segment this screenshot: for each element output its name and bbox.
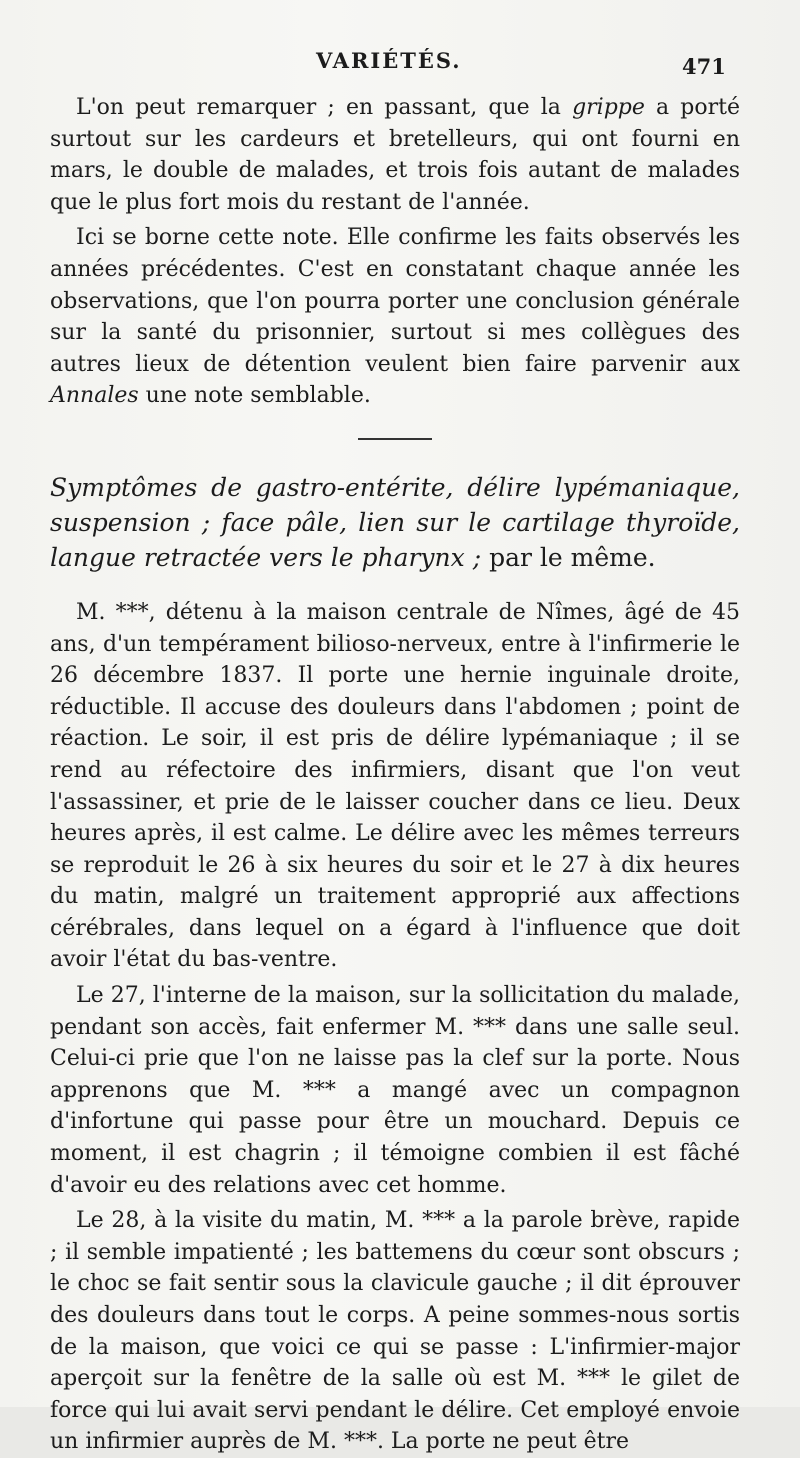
paragraph-text: L'on peut remarquer ; en passant, que la — [76, 95, 573, 120]
italic-term: grippe — [572, 95, 645, 120]
paragraph-conclusion — [50, 222, 740, 412]
running-title: VARIÉTÉS. — [316, 48, 462, 73]
page-number: 471 — [682, 54, 726, 79]
paragraph-text: Ici se borne cette note. Elle confirme les faits observés les années précédentes. C'est en constatant chaque année les observations, que l'on pourra porter une conclusion générale sur la santé du prisonnier, surtout si mes collègues des autres lieux de détention veulent bien faire parvenir aux — [50, 225, 740, 377]
paragraph-text: a porté surtout sur les cardeurs et bretelleurs, qui ont fourni en mars, le double de malades, et trois fois autant de malades que le plus fort mois du restant de l'année. — [50, 95, 740, 215]
page-header — [0, 44, 800, 84]
section-title — [50, 470, 740, 575]
section-divider — [358, 438, 432, 440]
paragraph-grippe — [50, 92, 740, 218]
paragraph-case-27: Le 27, l'interne de la maison, sur la sollicitation du malade, pendant son accès, fait enfermer M. *** dans une salle seul. Celui-ci prie que l'on ne laisse pas la clef sur la porte. Nous apprenons que M. *** a mangé avec un compagnon d'infortune qui passe pour être un mouchard. Depuis ce moment, il est chagrin ; il témoigne combien il est fâché d'avoir eu des relations avec cet homme. — [50, 983, 740, 1198]
paragraph-case-28: Le 28, à la visite du matin, M. *** a la parole brève, rapide ; il semble impatienté ; les battemens du cœur sont obscurs ; le choc se fait sentir sous la clavicule gauche ; il dit éprouver des douleurs dans tout le corps. A peine sommes-nous sortis de la maison, que voici ce qui se passe : L'infirmier-major aperçoit sur la fenêtre de la salle où est M. *** le gilet de force qui lui avait servi pendant le délire. Cet employé envoie un infirmier auprès de M. ***. La porte ne peut être — [50, 1208, 740, 1455]
section-title-author: par le même. — [481, 542, 656, 572]
paragraph-case-intro: M. ***, détenu à la maison centrale de Nîmes, âgé de 45 ans, d'un tempérament bilioso-nerveux, entre à l'infirmerie le 26 décembre 1837. Il porte une hernie inguinale droite, réductible. Il accuse des douleurs dans l'abdomen ; point de réaction. Le soir, il est pris de délire lypémaniaque ; il se rend au réfectoire des infirmiers, disant que l'on veut l'assassiner, et prie de le laisser coucher dans ce lieu. Deux heures après, il est calme. Le délire avec les mêmes terreurs se reproduit le 26 à six heures du soir et le 27 à dix heures du matin, malgré un traitement approprié aux affections cérébrales, dans lequel on a égard à l'influence que doit avoir l'état du bas-ventre. — [50, 599, 740, 973]
page-body — [50, 92, 740, 1458]
italic-term: Annales — [50, 383, 139, 409]
paragraph-text: une note semblable. — [138, 383, 371, 409]
section-title-italic: Symptômes de gastro-entérite, délire lypémaniaque, suspension ; face pâle, lien sur le cartilage thyroïde, langue retractée vers le pharynx ; — [50, 472, 740, 572]
